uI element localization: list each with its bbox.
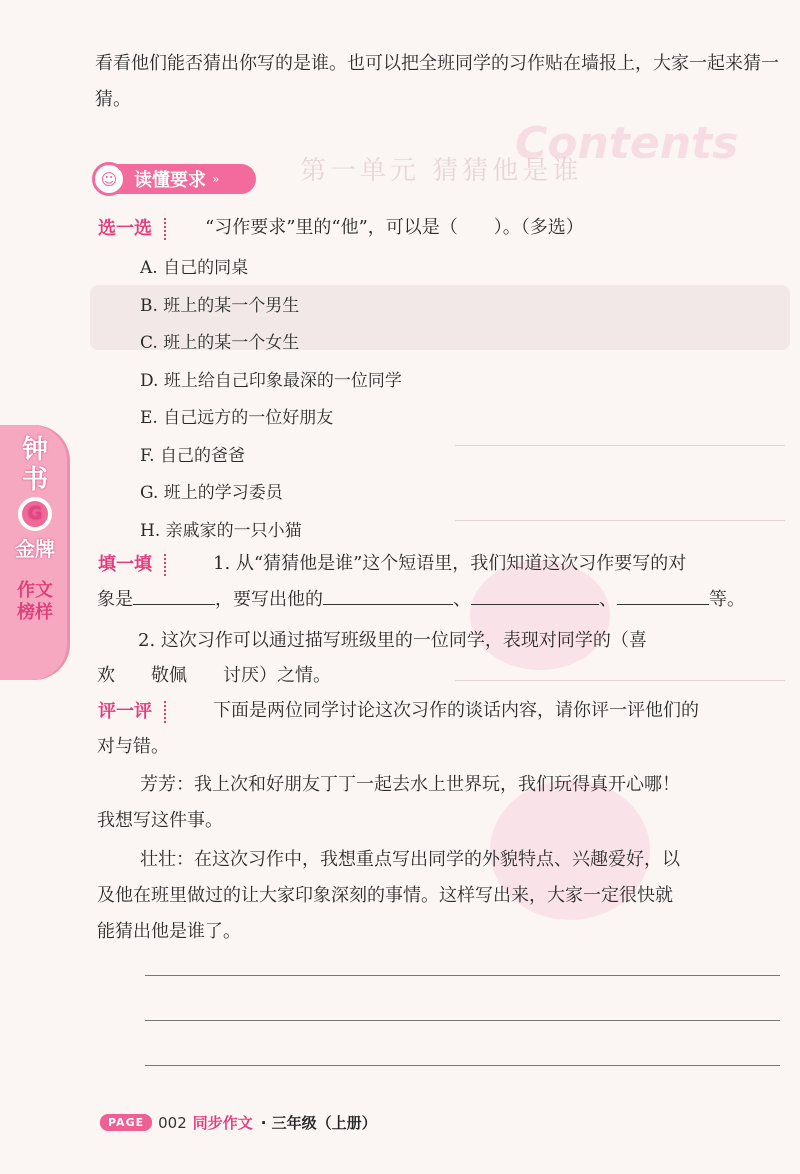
background-bleed-line	[455, 520, 785, 521]
grade-label: · 三年级（上册）	[260, 1114, 377, 1132]
intro-paragraph: 看看他们能否猜出你写的是谁。也可以把全班同学的习作贴在墙报上，大家一起来猜一猜。	[95, 53, 779, 110]
background-bleed-title: 第一单元 猜猜他是谁	[300, 156, 583, 186]
brand-mark-icon: G	[18, 497, 52, 531]
evaluate-label: 评一评	[98, 701, 166, 723]
select-question: “习作要求”里的“他”，可以是（ ）。（多选）	[205, 217, 584, 238]
chevron-right-icon: »	[212, 172, 220, 186]
fill-q1-line2: 象是 ，要写出他的 、 、 等。	[97, 582, 745, 618]
option-item[interactable]: C. 班上的某一个女生	[140, 333, 300, 353]
background-bleed-line	[455, 680, 785, 681]
option-item[interactable]: A. 自己的同桌	[140, 258, 249, 278]
zhuangzhuang-line3: 能猜出他是谁了。	[97, 921, 241, 942]
book-title: 同步作文	[192, 1114, 253, 1132]
fill-label: 填一填	[98, 554, 166, 576]
fangfang-line2: 我想写这件事。	[97, 810, 223, 831]
blank-input[interactable]	[133, 586, 215, 605]
option-item[interactable]: E. 自己远方的一位好朋友	[140, 408, 334, 428]
page-footer	[100, 1112, 377, 1133]
answer-line[interactable]	[145, 975, 780, 976]
background-bleed-contents: Contents	[515, 118, 739, 169]
blank-input[interactable]	[617, 586, 709, 605]
option-item[interactable]: D. 班上给自己印象最深的一位同学	[140, 370, 402, 391]
zhuangzhuang-line2: 及他在班里做过的让大家印象深刻的事情。这样写出来，大家一定很快就	[97, 885, 673, 906]
fill-q1-line1: 1. 从“猜猜他是谁”这个短语里，我们知道这次习作要写的对	[213, 553, 687, 574]
background-bleed-line	[455, 445, 785, 446]
smiley-icon: ☺	[92, 162, 126, 196]
fill-q2-line2: 欢 敬佩 讨厌）之情。	[97, 665, 331, 686]
blank-input[interactable]	[471, 586, 599, 605]
select-label: 选一选	[98, 218, 166, 240]
blank-input[interactable]	[323, 586, 453, 605]
category-label: 作文榜样	[17, 580, 53, 623]
option-item[interactable]: G. 班上的学习委员	[140, 483, 283, 503]
option-item[interactable]: F. 自己的爸爸	[140, 445, 245, 466]
brand-logo: 钟书 G 金牌	[15, 435, 55, 561]
zhuangzhuang-line1: 壮壮：在这次习作中，我想重点写出同学的外貌特点、兴趣爱好，以	[140, 849, 680, 870]
evaluate-question-line1: 下面是两位同学讨论这次习作的谈话内容，请你评一评他们的	[213, 700, 699, 721]
fangfang-line1: 芳芳：我上次和好朋友丁丁一起去水上世界玩，我们玩得真开心哪！	[140, 774, 680, 795]
section-header-title: 读懂要求	[134, 170, 206, 191]
select-options	[140, 250, 402, 550]
option-item[interactable]: B. 班上的某一个男生	[140, 295, 300, 316]
section-header	[96, 164, 256, 194]
answer-line[interactable]	[145, 1065, 780, 1066]
brand-side-tab	[0, 425, 70, 680]
page-tag: PAGE	[100, 1114, 152, 1131]
answer-line[interactable]	[145, 1020, 780, 1021]
option-item[interactable]: H. 亲戚家的一只小猫	[140, 520, 302, 541]
page-number: 002	[158, 1113, 187, 1132]
fill-q2-line1: 2. 这次习作可以通过描写班级里的一位同学，表现对同学的（喜	[138, 630, 647, 651]
evaluate-question-line2: 对与错。	[97, 736, 169, 757]
